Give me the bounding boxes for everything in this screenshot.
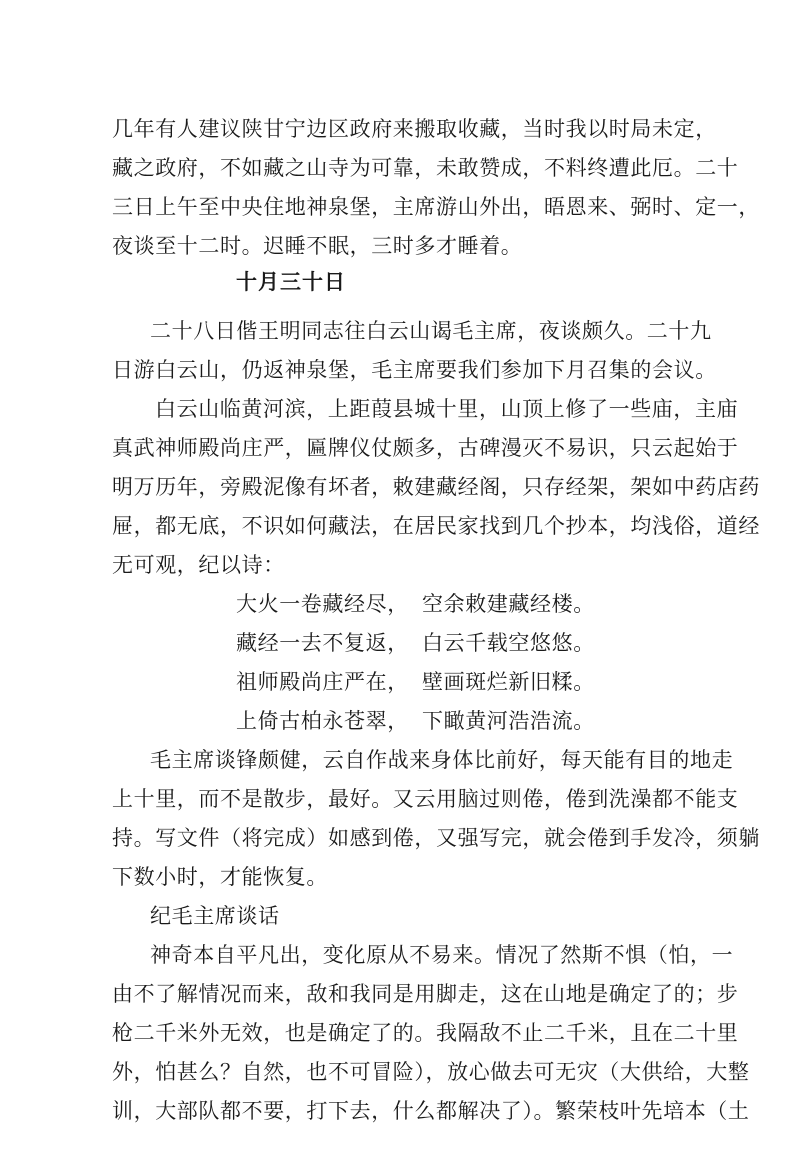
date-heading: 十月三十日	[236, 269, 346, 294]
poem-line-right: 下瞰黄河浩浩流。	[422, 709, 595, 733]
section-subheading: 纪毛主席谈话	[150, 904, 280, 928]
text-line: 持。写文件（将完成）如感到倦，又强写完，就会倦到手发冷，须躺	[112, 826, 760, 850]
text-line: 几年有人建议陕甘宁边区政府来搬取收藏，当时我以时局未定，	[112, 117, 717, 141]
poem-line-right: 白云千载空悠悠。	[422, 631, 595, 655]
poem-line-right: 空余敕建藏经楼。	[422, 592, 595, 616]
text-line: 外，怕甚么？自然，也不可冒险），放心做去可无灾（大供给，大整	[112, 1060, 750, 1084]
text-line: 屉，都无底，不识如何藏法，在居民家找到几个抄本，均浅俗，道经	[112, 514, 760, 538]
text-line: 神奇本自平凡出，变化原从不易来。情况了然斯不惧（怕，一	[150, 943, 734, 967]
poem-line-left: 上倚古柏永苍翠，	[236, 709, 409, 733]
text-line: 训，大部队都不要，打下去，什么都解决了）。繁荣枝叶先培本（土	[112, 1099, 750, 1123]
text-line: 藏之政府，不如藏之山寺为可靠，未敢赞成，不料终遭此厄。二十	[112, 156, 739, 180]
poem-line-left: 藏经一去不复返，	[236, 631, 409, 655]
text-line: 枪二千米外无效，也是确定了的。我隔敌不止二千米，且在二十里	[112, 1021, 739, 1045]
text-line: 夜谈至十二时。迟睡不眠，三时多才睡着。	[112, 234, 523, 258]
text-line: 毛主席谈锋颇健，云自作战来身体比前好，每天能有目的地走	[150, 748, 734, 772]
poem-line-right: 壁画斑烂新旧糅。	[422, 670, 595, 694]
text-line: 明万历年，旁殿泥像有坏者，敕建藏经阁，只存经架，架如中药店药	[112, 475, 760, 499]
text-line: 由不了解情况而来，敌和我同是用脚走，这在山地是确定了的；步	[112, 982, 739, 1006]
poem-line-left: 祖师殿尚庄严在，	[236, 670, 409, 694]
text-line: 二十八日偕王明同志往白云山谒毛主席，夜谈颇久。二十九	[150, 319, 712, 343]
text-line: 白云山临黄河滨，上距葭县城十里，山顶上修了一些庙，主庙	[155, 397, 739, 421]
text-line: 上十里，而不是散步，最好。又云用脑过则倦，倦到洗澡都不能支	[112, 787, 739, 811]
text-line: 真武神师殿尚庄严，匾牌仪仗颇多，古碑漫灭不易识，只云起始于	[112, 436, 739, 460]
text-line: 无可观，纪以诗：	[112, 553, 285, 577]
text-line: 三日上午至中央住地神泉堡，主席游山外出，晤恩来、弼时、定一，	[112, 195, 760, 219]
text-line: 日游白云山，仍返神泉堡，毛主席要我们参加下月召集的会议。	[112, 358, 717, 382]
poem-line-left: 大火一卷藏经尽，	[236, 592, 409, 616]
text-line: 下数小时，才能恢复。	[112, 865, 328, 889]
